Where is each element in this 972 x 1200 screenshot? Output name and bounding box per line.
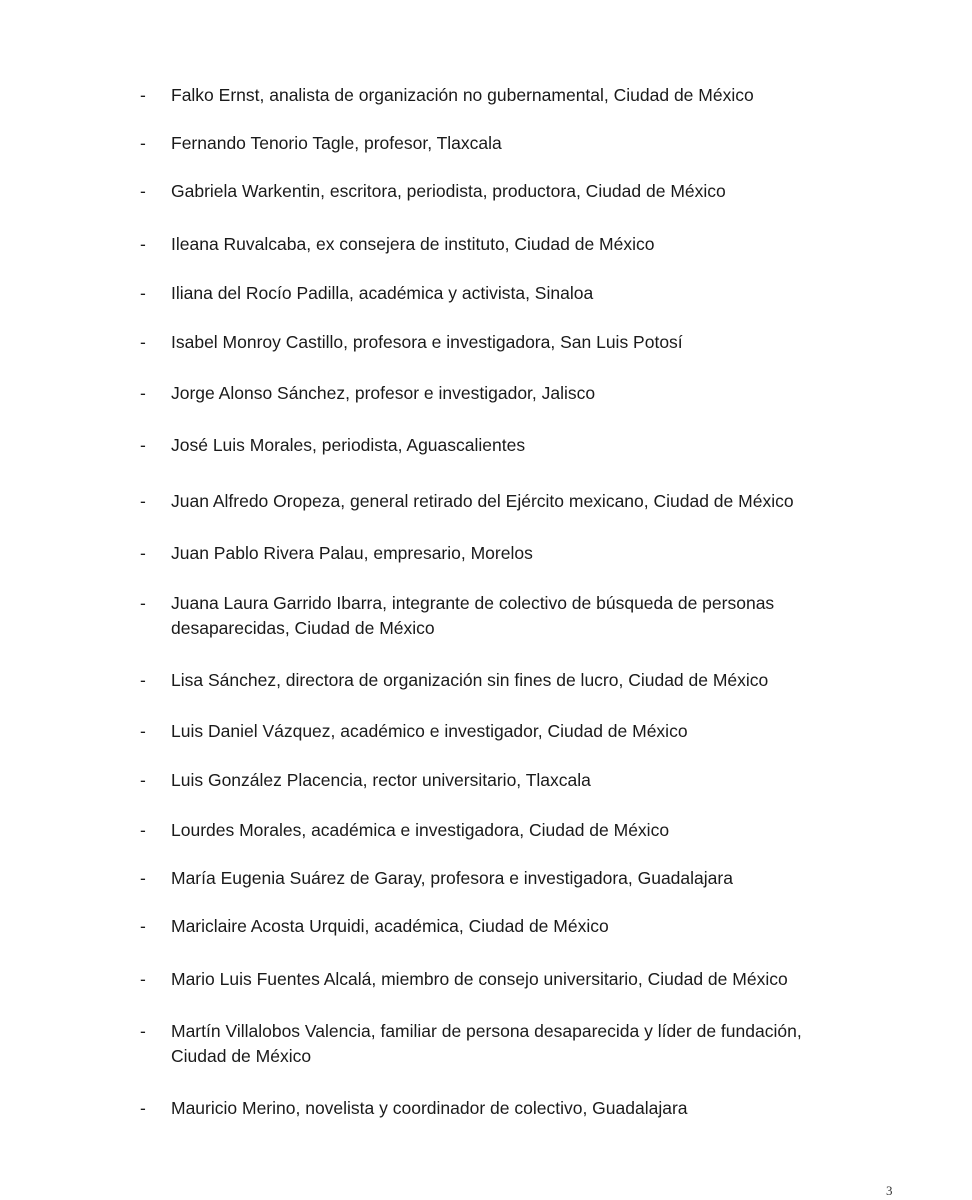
list-item: [140, 232, 860, 257]
list-bullet: -: [140, 916, 146, 936]
list-bullet: -: [140, 133, 146, 153]
list-bullet: -: [140, 85, 146, 105]
list-item: [140, 1096, 860, 1121]
list-item-text: Mauricio Merino, novelista y coordinador de colectivo, Guadalajara: [171, 1098, 688, 1118]
list-item: [140, 967, 860, 992]
list-item: [140, 1019, 860, 1069]
list-bullet: -: [140, 383, 146, 403]
list-item-text: Lisa Sánchez, directora de organización sin fines de lucro, Ciudad de México: [171, 670, 769, 690]
list-bullet: -: [140, 181, 146, 201]
list-bullet: -: [140, 670, 146, 690]
list-bullet: -: [140, 820, 146, 840]
list-item: [140, 489, 860, 514]
list-item-text: José Luis Morales, periodista, Aguascalientes: [171, 435, 526, 455]
list-item-text: Juan Alfredo Oropeza, general retirado del Ejército mexicano, Ciudad de México: [171, 491, 794, 511]
list-item-text: Juan Pablo Rivera Palau, empresario, Morelos: [171, 543, 533, 563]
list-item-text: Ileana Ruvalcaba, ex consejera de instituto, Ciudad de México: [171, 234, 655, 254]
list-item: [140, 433, 860, 458]
list-bullet: -: [140, 770, 146, 790]
list-item: [140, 541, 860, 566]
page-number: 3: [886, 1183, 893, 1198]
list-bullet: -: [140, 491, 146, 511]
list-item-text: Iliana del Rocío Padilla, académica y activista, Sinaloa: [171, 283, 594, 303]
list-item: [140, 131, 860, 156]
list-item: [140, 281, 860, 306]
list-item-text: Jorge Alonso Sánchez, profesor e investigador, Jalisco: [171, 383, 596, 403]
list-item-text: Luis González Placencia, rector universitario, Tlaxcala: [171, 770, 591, 790]
list-item: [140, 591, 860, 641]
list-item-text: Fernando Tenorio Tagle, profesor, Tlaxcala: [171, 133, 502, 153]
list-item-text: Luis Daniel Vázquez, académico e investigador, Ciudad de México: [171, 721, 688, 741]
list-item: [140, 179, 860, 204]
list-item-text: Falko Ernst, analista de organización no gubernamental, Ciudad de México: [171, 85, 754, 105]
list-item: [140, 914, 860, 939]
list-bullet: -: [140, 969, 146, 989]
list-bullet: -: [140, 721, 146, 741]
list-item: [140, 381, 860, 406]
list-item-text: María Eugenia Suárez de Garay, profesora e investigadora, Guadalajara: [171, 868, 733, 888]
list-item: [140, 719, 860, 744]
list-bullet: -: [140, 234, 146, 254]
list-item-text: Martín Villalobos Valencia, familiar de persona desaparecida y líder de fundación, Ciudad de México: [171, 1021, 802, 1066]
list-item: [140, 330, 860, 355]
list-item: [140, 668, 860, 693]
list-item-text: Mariclaire Acosta Urquidi, académica, Ciudad de México: [171, 916, 609, 936]
list-item-text: Gabriela Warkentin, escritora, periodista, productora, Ciudad de México: [171, 181, 726, 201]
list-bullet: -: [140, 332, 146, 352]
list-bullet: -: [140, 435, 146, 455]
list-item-text: Mario Luis Fuentes Alcalá, miembro de consejo universitario, Ciudad de México: [171, 969, 788, 989]
list-bullet: -: [140, 543, 146, 563]
list-bullet: -: [140, 1021, 146, 1041]
list-bullet: -: [140, 1098, 146, 1118]
list-item-text: Lourdes Morales, académica e investigadora, Ciudad de México: [171, 820, 670, 840]
list-item-text: Isabel Monroy Castillo, profesora e investigadora, San Luis Potosí: [171, 332, 683, 352]
list-bullet: -: [140, 868, 146, 888]
list-item: [140, 83, 860, 108]
list-item-text: Juana Laura Garrido Ibarra, integrante de colectivo de búsqueda de personas desaparecidas, Ciudad de México: [171, 593, 775, 638]
list-item: [140, 866, 860, 891]
list-item: [140, 768, 860, 793]
list-item: [140, 818, 860, 843]
list-bullet: -: [140, 283, 146, 303]
list-bullet: -: [140, 593, 146, 613]
